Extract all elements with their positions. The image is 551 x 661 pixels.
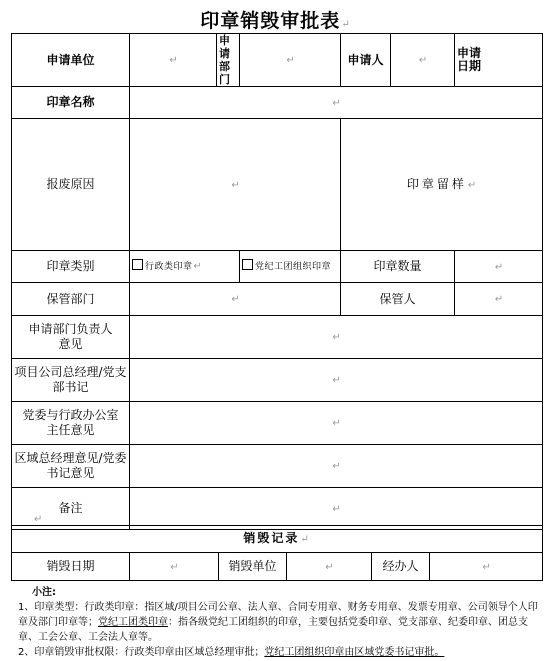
approval-table — [11, 33, 543, 530]
notes-section — [18, 585, 538, 660]
custodian-label: 保管人 — [341, 283, 455, 316]
apply-dept-label: 申请部门 — [217, 34, 240, 87]
seal-sample-label: 印章留样 — [406, 176, 467, 191]
remarks-value[interactable]: ↵ — [130, 488, 543, 530]
destroy-unit-label: 销毁单位 — [219, 553, 287, 581]
destroy-date-value[interactable]: ↵ — [130, 553, 219, 581]
apply-unit-label: 申请单位 — [12, 34, 130, 87]
page-title: 印章销毁审批表↵ — [200, 10, 351, 32]
party-office-opinion-label: 党委与行政办公室主任意见 — [12, 402, 130, 445]
handler-value[interactable]: ↵ — [430, 553, 543, 581]
destroy-record-header: 销毁记录↵ — [12, 526, 543, 553]
seal-name-value[interactable]: ↵ — [130, 87, 543, 119]
custody-dept-value[interactable]: ↵ — [130, 283, 341, 316]
seal-type-option-party[interactable]: 党纪工团组织印章 — [240, 251, 341, 283]
seal-sample-area[interactable]: 印章留样↵ — [341, 119, 543, 251]
gm-opinion-label: 项目公司总经理/党支部书记 — [12, 359, 130, 402]
apply-date-cell[interactable] — [455, 34, 543, 87]
region-gm-opinion-label: 区域总经理意见/党委书记意见 — [12, 445, 130, 488]
checkbox-admin[interactable] — [132, 259, 143, 270]
seal-qty-value[interactable]: ↵ — [455, 251, 543, 283]
paragraph-mark: ↵ — [34, 514, 43, 525]
scrap-reason-value[interactable]: ↵ — [130, 119, 341, 251]
remarks-label: 备注 — [12, 488, 130, 530]
destroy-record-table — [11, 525, 543, 581]
dept-head-opinion-value[interactable]: ↵ — [130, 316, 543, 359]
gm-opinion-value[interactable]: ↵ — [130, 359, 543, 402]
applicant-value[interactable]: ↵ — [391, 34, 455, 87]
seal-type-option-admin[interactable]: 行政类印章↵ — [130, 251, 240, 283]
dept-head-opinion-label: 申请部门负责人意见 — [12, 316, 130, 359]
custodian-value[interactable]: ↵ — [455, 283, 543, 316]
party-office-opinion-value[interactable]: ↵ — [130, 402, 543, 445]
notes-title: 小注: — [32, 587, 56, 598]
applicant-label: 申请人 — [341, 34, 391, 87]
region-gm-opinion-value[interactable]: ↵ — [130, 445, 543, 488]
checkbox-party[interactable] — [242, 259, 253, 270]
seal-qty-label: 印章数量 — [341, 251, 455, 283]
note-item-1: 1、印章类型：行政类印章：指区域/项目公司公章、法人章、合同专用章、财务专用章、发票专用章、公司领导个人印章及部门印章等；党纪工团类印章：指各级党纪工团组织的印章，主要包括党委印章、党支部章、纪委印章、团总支章、工会公章、工会法人章等。 — [18, 602, 538, 643]
seal-type-label: 印章类别 — [12, 251, 130, 283]
custody-dept-label: 保管部门 — [12, 283, 130, 316]
note-item-2: 2、印章销毁审批权限：行政类印章由区域总经理审批；党纪工团组织印章由区域党委书记审批。 — [18, 647, 445, 658]
seal-name-label: 印章名称 — [12, 87, 130, 119]
destroy-date-label: 销毁日期 — [12, 553, 130, 581]
apply-unit-value[interactable]: ↵ — [130, 34, 217, 87]
scrap-reason-label: 报废原因 — [12, 119, 130, 251]
apply-date-label: 申请日期 — [457, 45, 482, 73]
destroy-unit-value[interactable]: ↵ — [287, 553, 372, 581]
apply-dept-value[interactable]: ↵ — [240, 34, 341, 87]
handler-label: 经办人 — [372, 553, 430, 581]
